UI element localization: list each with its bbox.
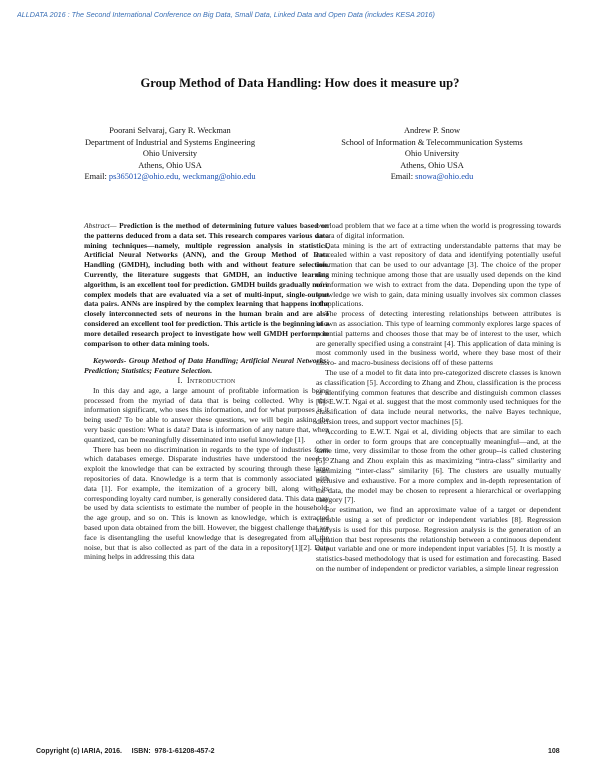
email-label: Email:	[84, 172, 107, 182]
section-number: I.	[177, 375, 183, 385]
email-label: Email:	[390, 172, 414, 182]
body-paragraph: In this day and age, a large amount of profitable information is being processed from the myriad of data that is being collected. Why is this information significant, who uses this information, and for what purposes is it being used? To be able to answer these questions, we will begin asking the very basic question: What is data? Data is information of any nature that, when quantized, can be meaningfully disseminated into useful knowledge [1].	[84, 385, 329, 444]
author-names: Andrew P. Snow	[403, 126, 461, 135]
footer-copyright: Copyright (c) IARIA, 2016. ISBN: 978-1-61208-457-2	[36, 748, 215, 755]
abstract-text: Prediction is the method of determining future values based on the patterns deduced from a data set. This research compares various data mining techniques—namely, multiple regression analysis in statistics, Artificial Neural Networks (ANN), and the Group Method of Data Handling (GMDH), including both with and without feature selection. Currently, the literature suggests that GMDH, an inductive learning algorithm, is an excellent tool for prediction. GMDH builds gradually more complex models that are evaluated via a set of multi-input, single-output data pairs. ANNs are inspired by the complex learning that happens in the closely interconnected sets of neurons in the human brain and are also considered an excellent tool for prediction. This article is the beginning of a more detailed research project to investigate how well GMDH performs in comparison to other data mining tools.	[84, 221, 329, 348]
author-university: Ohio University	[404, 149, 460, 159]
section-heading	[84, 376, 329, 386]
body-paragraph: The use of a model to fit data into pre-categorized discrete classes is known as classification [5]. According to Zhang and Zhou, classification is the process of identifying common features that describe and distinguish common classes [6]. E.W.T. Ngai et al. suggest that the most commonly used techniques for the classification of data include neural networks, the naïve Bayes technique, decision trees, and support vector machines [5].	[316, 367, 561, 426]
section-title: Introduction	[187, 375, 236, 385]
right-column	[316, 221, 561, 574]
body-paragraph: Data mining is the art of extracting understandable patterns that may be concealed within a vast repository of data and identifying potentially useful information that can be used to our advantage [3]. The choice of the proper data mining technique among those that are usually used depends on the kind of information we wish to extract from the data. Depending upon the type of knowledge we wish to gain, data mining usually involves six common classes of applications.	[316, 240, 561, 309]
author-email-line	[60, 171, 280, 183]
author-city: Athens, Ohio USA	[138, 160, 202, 170]
page-number: 108	[548, 748, 560, 755]
author-department: Department of Industrial and Systems Engineering	[84, 137, 256, 147]
author-university: Ohio University	[142, 149, 198, 159]
author-department: School of Information & Telecommunication Systems	[341, 137, 523, 147]
author-email-link[interactable]: ps365012@ohio.edu, weckmang@ohio.edu	[108, 172, 256, 182]
author-block-2	[322, 125, 542, 183]
body-paragraph: overload problem that we face at a time when the world is progressing towards an era of digital information.	[316, 221, 561, 240]
body-paragraph: According to E.W.T. Ngai et al, dividing objects that are similar to each other in order to form groups that are conceptually meaningful—and, at the same time, very dissimilar to those from the other group--is called clustering [5]. Zhang and Zhou explain this as maximizing “intra-class” similarity and minimizing “inter-class” similarity [6]. The clusters are usually mutually exclusive and exhaustive. For a more complex and in-depth representation of the data, the model may be chosen to represent a hierarchical or overlapping category [7].	[316, 426, 561, 505]
keywords: Keywords- Group Method of Data Handling; Artificial Neural Networks; Prediction; Statistics; Feature Selection.	[84, 356, 329, 376]
running-head: ALLDATA 2016 : The Second International Conference on Big Data, Small Data, Linked Data and Open Data (includes KESA 2016)	[17, 10, 435, 19]
abstract-label: Abstract—	[84, 221, 117, 230]
body-paragraph: The process of detecting interesting relationships between attributes is known as association. This type of learning commonly explores large spaces of potential patterns and chooses those that may be of interest to the user, which are generally specified using a constraint [4]. This application of data mining is most commonly used in the business world, where they base most of their micro- and macro-business decisions off of these patterns	[316, 309, 561, 368]
author-names: Poorani Selvaraj, Gary R. Weckman	[109, 126, 231, 135]
left-column	[84, 221, 329, 562]
paper-title: Group Method of Data Handling: How does it measure up?	[140, 76, 460, 90]
body-paragraph: For estimation, we find an approximate value of a target or dependent variable using a set of predictor or independent variables [8]. Regression analysis is used for this purpose. Regression analysis is the generation of an equation that best represents the relationship between a continuous dependent output variable and one or more independent input variables [5]. It is mostly a statistics-based methodology that is used for estimation and forecasting. Based on the number of independent or predictor variables, a simple linear regression	[316, 505, 561, 573]
body-paragraph: There has been no discrimination in regards to the type of industries from which databases emerge. Disparate industries have understood the need to exploit the knowledge that can be extracted by scouring through these large repositories of data. Knowledge is a term that is commonly associated with data [1]. For example, the itemization of a grocery bill, along with its corresponding loyalty card number, is generally considered data. This data may be used by data scientists to estimate the number of people in the household, the age group, and so on. This is known as knowledge, which is extracted based upon data obtained from the bill. However, the biggest challenge that we face is disentangling the useful knowledge that is desegregated from all the noise, but that is also collected as part of the data in a repository[1][2]. Data mining helps in addressing this data	[84, 444, 329, 562]
author-city: Athens, Ohio USA	[400, 160, 464, 170]
author-email-line	[322, 171, 542, 183]
author-email-link[interactable]: snowa@ohio.edu	[415, 172, 474, 182]
author-block-1	[60, 125, 280, 183]
abstract	[84, 221, 329, 348]
